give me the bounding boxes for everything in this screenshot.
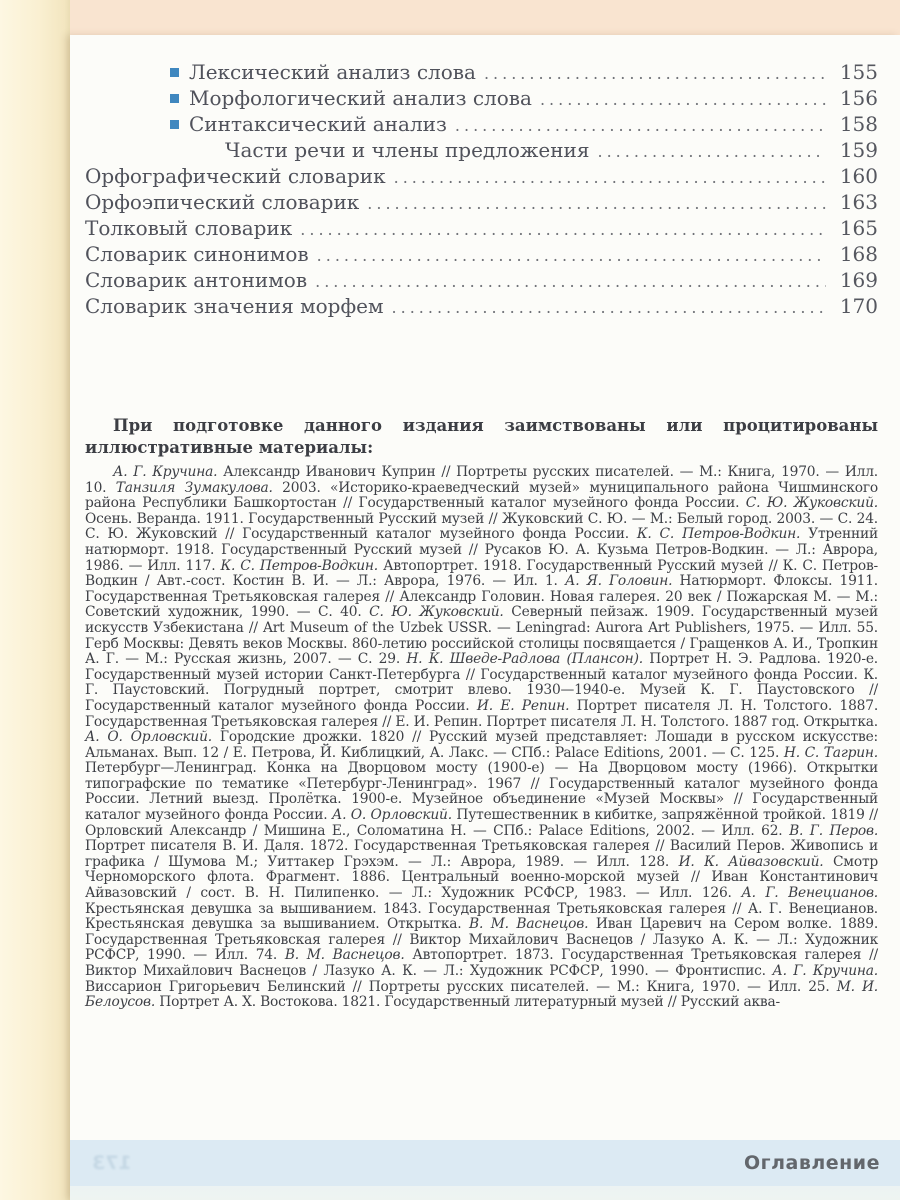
book-page: [70, 35, 900, 1200]
toc-page-number: 155: [839, 60, 878, 84]
dot-leader: [455, 116, 826, 135]
dot-leader: [394, 168, 826, 187]
dot-leader: [300, 220, 826, 239]
footer-section-label: Оглавление: [744, 1152, 880, 1174]
toc-entry-label: Толковый словарик: [85, 216, 293, 240]
toc-row: [85, 112, 878, 138]
toc-page-number: 156: [839, 86, 878, 110]
dot-leader: [315, 272, 826, 291]
adjacent-page-edge: [0, 0, 70, 1200]
square-bullet-icon: [170, 120, 179, 129]
toc-entry-label: Синтаксический анализ: [189, 112, 447, 136]
toc-page-number: 159: [839, 138, 878, 162]
toc-row: [85, 86, 878, 112]
toc-page-number: 169: [839, 268, 878, 292]
ghost-page-number: 173: [92, 1152, 132, 1174]
dot-leader: [367, 194, 826, 213]
toc-entry-label: Части речи и члены предложения: [225, 138, 590, 162]
dot-leader: [484, 64, 826, 83]
toc-page-number: 170: [839, 294, 878, 318]
toc-entry-label: Словарик значения морфем: [85, 294, 384, 318]
footer-band: [70, 1140, 900, 1200]
toc-row: [85, 190, 878, 216]
dot-leader: [317, 246, 826, 265]
toc-page-number: 168: [839, 242, 878, 266]
toc-entry-label: Морфологический анализ слова: [189, 86, 532, 110]
toc-row: [85, 294, 878, 320]
toc-row: [85, 60, 878, 86]
table-of-contents: [85, 60, 878, 320]
toc-entry-label: Орфографический словарик: [85, 164, 386, 188]
credits-intro: При подготовке данного издания заимствованы или процитированы иллюстративные материалы:: [85, 416, 878, 457]
toc-row: [85, 216, 878, 242]
credits-text: А. Г. Кручина. Александр Иванович Куприн // Портреты русских писателей. — М.: Книга, 1970. — Илл. 10. Танзиля Зумакулова. 2003. «Историко-краеведческий музей» муниципального района Чишминского района Республики Башкортостан // Государственный каталог музейного фонда России. С. Ю. Жуковский. Осень. Веранда. 1911. Государственный Русский музей // Жуковский С. Ю. — М.: Белый город. 2003. — С. 24. С. Ю. Жуковский // Государственный каталог музейного фонда России. К. С. Петров-Водкин. Утренний натюрморт. 1918. Государственный Русский музей // Русаков Ю. А. Кузьма Петров-Водкин. — Л.: Аврора, 1986. — Илл. 117. К. С. Петров-Водкин. Автопортрет. 1918. Государственный Русский музей // К. С. Петров-Водкин / Авт.-сост. Костин В. И. — Л.: Аврора, 1976. — Ил. 1. А. Я. Головин. Натюрморт. Флоксы. 1911. Государственная Третьяковская галерея // Александр Головин. Новая галерея. 20 век / Пожарская М. — М.: Советский художник, 1990. — С. 40. С. Ю. Жуковский. Северный пейзаж. 1909. Государственный музей искусств Узбекистана // Art Museum of the Uzbek USSR. — Leningrad: Aurora Art Publishers, 1975. — Илл. 55. Герб Москвы: Девять веков Москвы. 860-летию российской столицы посвящается / Гращенков А. И., Тропкин А. Г. — М.: Русская жизнь, 2007. — С. 29. Н. К. Шведе-Радлова (Плансон). Портрет Н. Э. Радлова. 1920-е. Государственный музей истории Санкт-Петербурга // Государственный каталог музейного фонда России. К. Г. Паустовский. Погрудный портрет, смотрит влево. 1930—1940-е. Музей К. Г. Паустовского // Государственный каталог музейного фонда России. И. Е. Репин. Портрет писателя Л. Н. Толстого. 1887. Государственная Третьяковская галерея // Е. И. Репин. Портрет писателя Л. Н. Толстого. 1887 год. Открытка. А. О. Орловский. Городские дрожки. 1820 // Русский музей представляет: Лошади в русском искусстве: Альманах. Вып. 12 / Е. Петрова, Й. Киблицкий, А. Лакс. — СПб.: Palace Editions, 2001. — С. 125. Н. С. Тагрин. Петербург—Ленинград. Конка на Дворцовом мосту (1900-е) — На Дворцовом мосту (1966). Открытки типографские по тематике «Петербург-Ленинград». 1967 // Государственный каталог музейного фонда России. Летний выезд. Пролётка. 1900-е. Музейное объединение «Музей Москвы» // Государственный каталог музейного фонда России. А. О. Орловский. Путешественник в кибитке, запряжённой тройкой. 1819 // Орловский Александр / Мишина Е., Соломатина Н. — СПб.: Palace Editions, 2002. — Илл. 62. В. Г. Перов. Портрет писателя В. И. Даля. 1872. Государственная Третьяковская галерея // Василий Перов. Живопись и графика / Шумова М.; Уиттакер Грэхэм. — Л.: Аврора, 1989. — Илл. 128. И. К. Айвазовский. Смотр Черноморского флота. Фрагмент. 1886. Центральный военно-морской музей // Иван Константинович Айвазовский / сост. В. Н. Пилипенко. — Л.: Художник РСФСР, 1983. — Илл. 126. А. Г. Венецианов. Крестьянская девушка за вышиванием. 1843. Государственная Третьяковская галерея // А. Г. Венецианов. Крестьянская девушка за вышиванием. Открытка. В. М. Васнецов. Иван Царевич на Сером волке. 1889. Государственная Третьяковская галерея // Виктор Михайлович Васнецов / Лазуко А. К. — Л.: Художник РСФСР, 1990. — Илл. 74. В. М. Васнецов. Автопортрет. 1873. Государственная Третьяковская галерея // Виктор Михайлович Васнецов / Лазуко А. К. — Л.: Художник РСФСР, 1990. — Фронтиспис. А. Г. Кручина. Виссарион Григорьевич Белинский // Портреты русских писателей. — М.: Книга, 1970. — Илл. 25. М. И. Белоусов. Портрет А. Х. Востокова. 1821. Государственный литературный музей // Русский аква-: [85, 464, 879, 1011]
toc-row: [85, 138, 878, 164]
toc-row: [85, 242, 878, 268]
dot-leader: [597, 142, 826, 161]
toc-entry-label: Словарик синонимов: [85, 242, 309, 266]
dot-leader: [392, 298, 826, 317]
toc-entry-label: Словарик антонимов: [85, 268, 308, 292]
toc-entry-label: Орфоэпический словарик: [85, 190, 360, 214]
square-bullet-icon: [170, 94, 179, 103]
toc-page-number: 165: [839, 216, 878, 240]
toc-row: [85, 164, 878, 190]
toc-page-number: 160: [839, 164, 878, 188]
toc-page-number: 163: [839, 190, 878, 214]
toc-page-number: 158: [839, 112, 878, 136]
dot-leader: [540, 90, 826, 109]
toc-row: [85, 268, 878, 294]
toc-entry-label: Лексический анализ слова: [189, 60, 476, 84]
square-bullet-icon: [170, 68, 179, 77]
